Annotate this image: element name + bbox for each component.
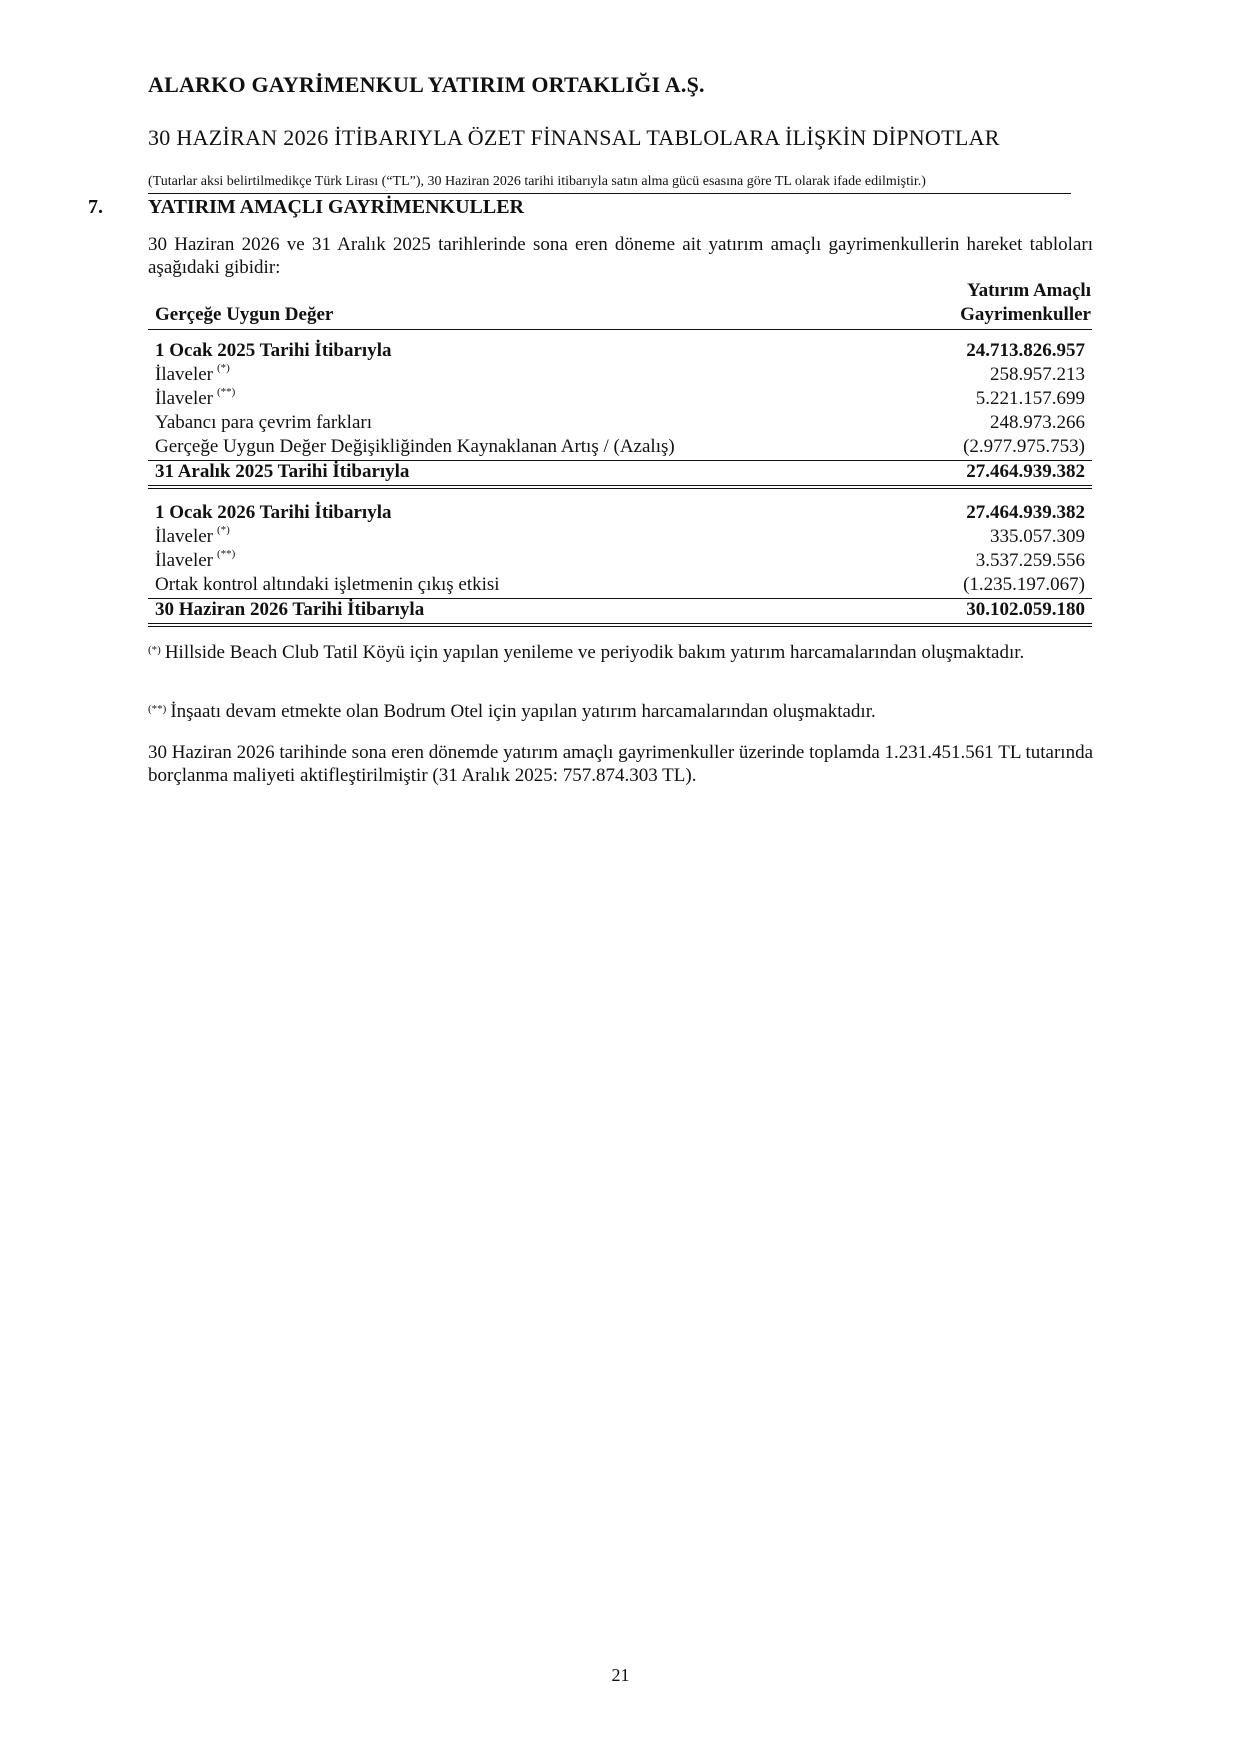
column-header-line2: Gayrimenkuller [960, 304, 1091, 325]
footnote-2: (**) İnşaatı devam etmekte olan Bodrum Otel için yapılan yatırım harcamalarından oluşmaktadır. [148, 701, 876, 722]
row-label: İlaveler (**) [155, 548, 236, 571]
table-row [155, 502, 1085, 526]
table-row [155, 412, 1085, 436]
footnote-marker: (**) [217, 548, 236, 560]
row-value: (1.235.197.067) [963, 574, 1085, 595]
page-number: 21 [611, 1665, 630, 1685]
row-label: 31 Aralık 2025 Tarihi İtibarıyla [155, 461, 410, 482]
row-value: 24.713.826.957 [966, 340, 1085, 361]
row-value: 248.973.266 [990, 412, 1085, 433]
currency-note: (Tutarlar aksi belirtilmedikçe Türk Lirası (“TL”), 30 Haziran 2026 tarihi itibarıyla satın alma gücü esasına göre TL olarak ifade edilmiştir.) [148, 174, 926, 189]
row-value: 3.537.259.556 [975, 550, 1085, 571]
section-intro: 30 Haziran 2026 ve 31 Aralık 2025 tarihlerinde sona eren döneme ait yatırım amaçlı gayrimenkullerin hareket tabloları aşağıdaki gibidir: [148, 234, 1093, 278]
table-row [155, 388, 1085, 412]
row-value: 335.057.309 [990, 526, 1085, 547]
row-label: İlaveler (*) [155, 524, 230, 547]
footnote-marker: (**) [148, 703, 167, 715]
section-number: 7. [88, 196, 103, 218]
total-double-rule [148, 485, 1092, 489]
footnote-1: (*) Hillside Beach Club Tatil Köyü için yapılan yenileme ve periyodik bakım yatırım harcamalarından oluşmaktadır. [148, 642, 1025, 663]
table-row [155, 550, 1085, 574]
table-row [155, 526, 1085, 550]
row-label: Gerçeğe Uygun Değer Değişikliğinden Kaynaklanan Artış / (Azalış) [155, 436, 675, 457]
company-name: ALARKO GAYRİMENKUL YATIRIM ORTAKLIĞI A.Ş. [148, 72, 705, 97]
total-double-rule [148, 623, 1092, 627]
row-label: 1 Ocak 2025 Tarihi İtibarıyla [155, 340, 392, 361]
row-value: (2.977.975.753) [963, 436, 1085, 457]
row-value: 27.464.939.382 [966, 502, 1085, 523]
row-value: 5.221.157.699 [975, 388, 1085, 409]
table-row [155, 340, 1085, 364]
row-label: İlaveler (**) [155, 386, 236, 409]
section-title: YATIRIM AMAÇLI GAYRİMENKULLER [148, 196, 524, 218]
footnote-marker: (*) [217, 362, 230, 374]
table-header-rule [148, 329, 1092, 330]
row-label: 30 Haziran 2026 Tarihi İtibarıyla [155, 599, 425, 620]
row-value: 258.957.213 [990, 364, 1085, 385]
row-label: Yabancı para çevrim farkları [155, 412, 372, 433]
row-label: 1 Ocak 2026 Tarihi İtibarıyla [155, 502, 392, 523]
row-value: 30.102.059.180 [966, 599, 1085, 620]
closing-paragraph: 30 Haziran 2026 tarihinde sona eren dönemde yatırım amaçlı gayrimenkuller üzerinde toplamda 1.231.451.561 TL tutarında borçlanma maliyeti aktifleştirilmiştir (31 Aralık 2025: 757.874.303 TL). [148, 742, 1093, 786]
row-label: Ortak kontrol altındaki işletmenin çıkış etkisi [155, 574, 500, 595]
table-row [155, 436, 1085, 460]
header-divider [148, 193, 1071, 194]
row-value: 27.464.939.382 [966, 461, 1085, 482]
table-row [155, 574, 1085, 598]
row-header-label: Gerçeğe Uygun Değer [155, 304, 334, 325]
table-row [155, 461, 1085, 485]
footnote-marker: (**) [217, 386, 236, 398]
footnote-marker: (*) [217, 524, 230, 536]
table-row [155, 364, 1085, 388]
column-header-line1: Yatırım Amaçlı [966, 280, 1091, 301]
row-label: İlaveler (*) [155, 362, 230, 385]
document-subtitle: 30 HAZİRAN 2026 İTİBARIYLA ÖZET FİNANSAL TABLOLARA İLİŞKİN DİPNOTLAR [148, 125, 1000, 150]
table-row [155, 599, 1085, 623]
footnote-marker: (*) [148, 644, 161, 656]
